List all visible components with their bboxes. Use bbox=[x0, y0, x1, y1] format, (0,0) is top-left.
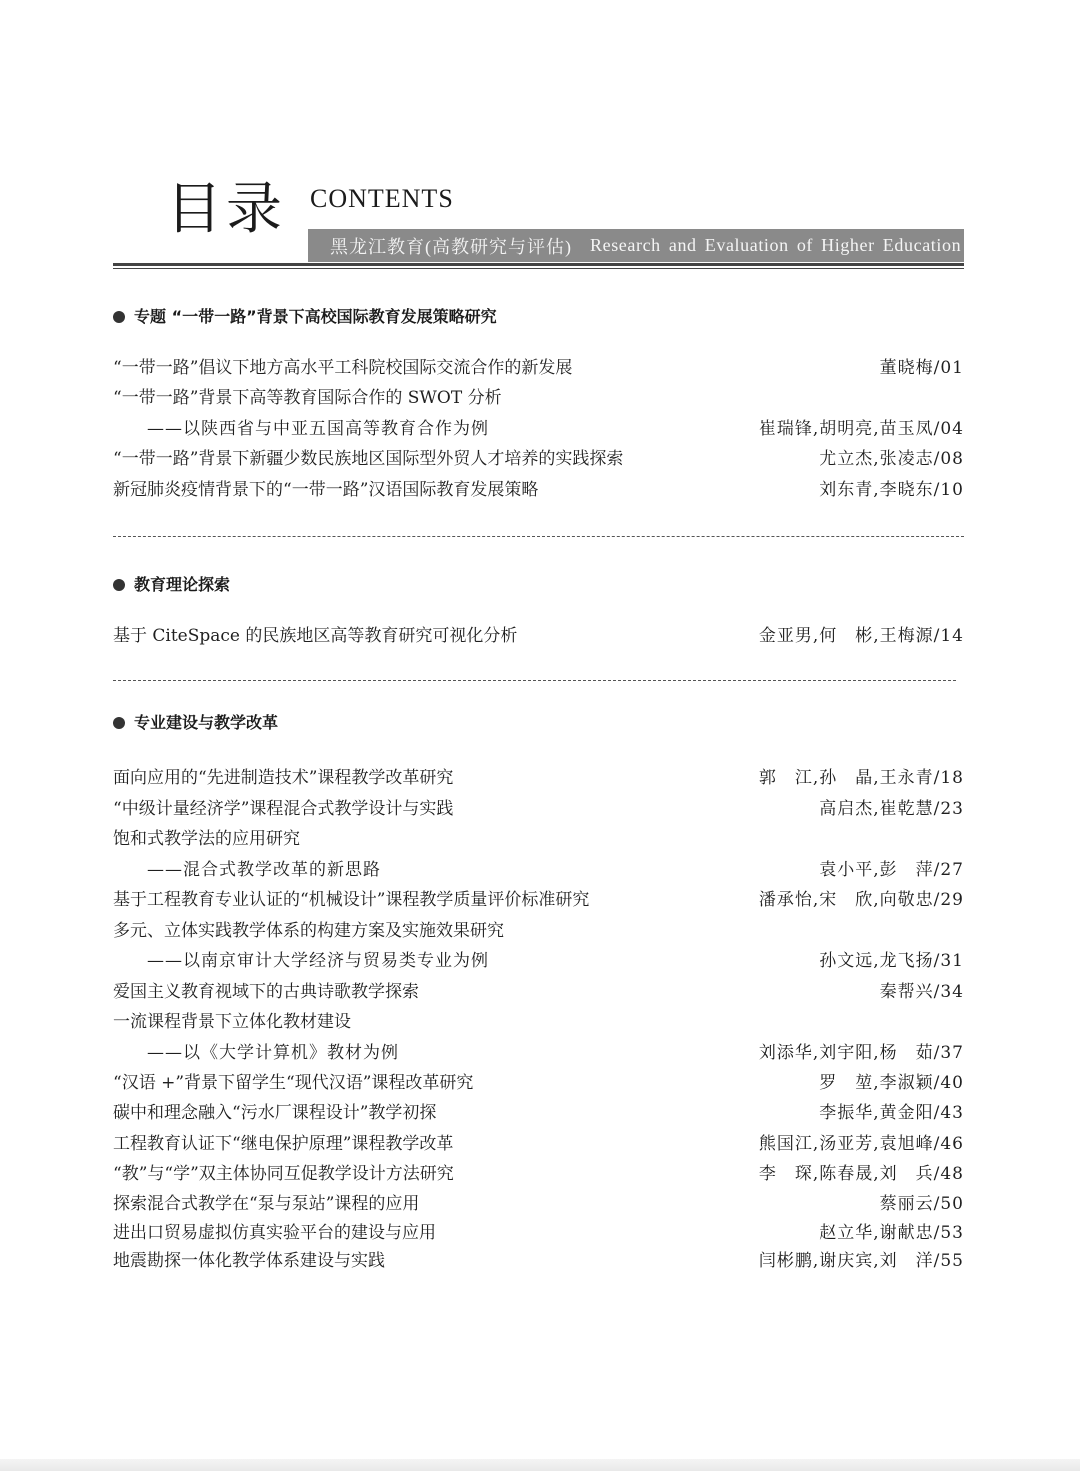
article-title: 进出口贸易虚拟仿真实验平台的建设与应用 bbox=[113, 1223, 436, 1243]
toc-entry[interactable] bbox=[113, 1070, 964, 1096]
article-author-page: 金亚男,何 彬,王梅源/14 bbox=[758, 626, 964, 646]
journal-name-en: Research and Evaluation of Higher Education bbox=[590, 235, 962, 255]
toc-entry[interactable] bbox=[113, 765, 964, 791]
article-title: 碳中和理念融入“污水厂课程设计”教学初探 bbox=[113, 1103, 437, 1123]
article-author-page: 崔瑞锋,胡明亮,苗玉凤/04 bbox=[758, 419, 964, 439]
article-title: 爱国主义教育视域下的古典诗歌教学探索 bbox=[113, 982, 419, 1002]
page-bottom-edge bbox=[0, 1459, 1080, 1471]
section-heading-text: 教育理论探索 bbox=[134, 575, 231, 594]
section-heading-text: 专业建设与教学改革 bbox=[134, 713, 279, 732]
toc-entry-subtitle[interactable] bbox=[113, 416, 964, 442]
article-author-page: 袁小平,彭 萍/27 bbox=[819, 860, 964, 880]
article-subtitle: ——以陕西省与中亚五国高等教育合作为例 bbox=[147, 419, 489, 439]
section-heading bbox=[113, 575, 230, 595]
article-author-page: 赵立华,谢献忠/53 bbox=[819, 1223, 964, 1243]
toc-entry-subtitle[interactable] bbox=[113, 1040, 964, 1066]
article-author-page: 蔡丽云/50 bbox=[879, 1194, 964, 1214]
article-title: “中级计量经济学”课程混合式教学设计与实践 bbox=[113, 799, 454, 819]
article-title: “汉语 +”背景下留学生“现代汉语”课程改革研究 bbox=[113, 1073, 474, 1093]
bullet-icon bbox=[113, 579, 125, 591]
article-title: “一带一路”背景下新疆少数民族地区国际型外贸人才培养的实践探索 bbox=[113, 449, 624, 469]
article-title: “一带一路”倡议下地方高水平工科院校国际交流合作的新发展 bbox=[113, 358, 573, 378]
section-heading-text: 专题 “一带一路”背景下高校国际教育发展策略研究 bbox=[134, 307, 497, 326]
journal-name-cn: 黑龙江教育(高教研究与评估) bbox=[330, 236, 572, 257]
article-title: 工程教育认证下“继电保护原理”课程教学改革 bbox=[113, 1134, 454, 1154]
toc-entry[interactable] bbox=[113, 1248, 964, 1274]
toc-entry-subtitle[interactable] bbox=[113, 857, 964, 883]
article-author-page: 李振华,黄金阳/43 bbox=[819, 1103, 964, 1123]
journal-name-band bbox=[308, 229, 964, 262]
article-title: 新冠肺炎疫情背景下的“一带一路”汉语国际教育发展策略 bbox=[113, 480, 539, 500]
article-title: 多元、立体实践教学体系的构建方案及实施效果研究 bbox=[113, 921, 504, 941]
article-author-page: 熊国江,汤亚芳,袁旭峰/46 bbox=[758, 1134, 964, 1154]
toc-entry[interactable] bbox=[113, 1220, 964, 1246]
article-author-page: 罗 堃,李淑颖/40 bbox=[819, 1073, 964, 1093]
section-divider bbox=[113, 536, 964, 537]
toc-entry[interactable] bbox=[113, 1100, 964, 1126]
toc-entry[interactable] bbox=[113, 446, 964, 472]
toc-entry[interactable] bbox=[113, 1009, 964, 1035]
toc-entry[interactable] bbox=[113, 623, 964, 649]
toc-entry[interactable] bbox=[113, 796, 964, 822]
article-subtitle: ——以南京审计大学经济与贸易类专业为例 bbox=[147, 951, 489, 971]
toc-entry[interactable] bbox=[113, 1131, 964, 1157]
section-divider bbox=[113, 680, 956, 681]
section-heading bbox=[113, 307, 497, 327]
article-author-page: 李 琛,陈春晟,刘 兵/48 bbox=[758, 1164, 964, 1184]
header-rule bbox=[113, 263, 964, 266]
article-title: 探索混合式教学在“泵与泵站”课程的应用 bbox=[113, 1194, 420, 1214]
article-author-page: 秦帮兴/34 bbox=[879, 982, 964, 1002]
toc-entry[interactable] bbox=[113, 385, 964, 411]
bullet-icon bbox=[113, 717, 125, 729]
article-author-page: 孙文远,龙飞扬/31 bbox=[819, 951, 964, 971]
toc-entry[interactable] bbox=[113, 887, 964, 913]
article-author-page: 刘添华,刘宇阳,杨 茹/37 bbox=[758, 1043, 964, 1063]
article-author-page: 潘承怡,宋 欣,向敬忠/29 bbox=[758, 890, 964, 910]
article-subtitle: ——混合式教学改革的新思路 bbox=[147, 860, 381, 880]
article-title: “教”与“学”双主体协同互促教学设计方法研究 bbox=[113, 1164, 454, 1184]
article-title: 一流课程背景下立体化教材建设 bbox=[113, 1012, 351, 1032]
header-rule-thin bbox=[113, 268, 964, 269]
article-subtitle: ——以《大学计算机》教材为例 bbox=[147, 1043, 399, 1063]
toc-entry[interactable] bbox=[113, 1191, 964, 1217]
article-title: 饱和式教学法的应用研究 bbox=[113, 829, 300, 849]
toc-entry-subtitle[interactable] bbox=[113, 948, 964, 974]
article-title: “一带一路”背景下高等教育国际合作的 SWOT 分析 bbox=[113, 388, 502, 408]
article-author-page: 郭 江,孙 晶,王永青/18 bbox=[758, 768, 964, 788]
toc-entry[interactable] bbox=[113, 979, 964, 1005]
article-title: 面向应用的“先进制造技术”课程教学改革研究 bbox=[113, 768, 454, 788]
contents-title-en: CONTENTS bbox=[310, 184, 454, 213]
article-title: 地震勘探一体化教学体系建设与实践 bbox=[113, 1251, 385, 1271]
article-title: 基于 CiteSpace 的民族地区高等教育研究可视化分析 bbox=[113, 626, 518, 646]
toc-entry[interactable] bbox=[113, 355, 964, 381]
bullet-icon bbox=[113, 311, 125, 323]
toc-entry[interactable] bbox=[113, 477, 964, 503]
section-heading bbox=[113, 713, 278, 733]
toc-entry[interactable] bbox=[113, 1161, 964, 1187]
article-author-page: 尤立杰,张凌志/08 bbox=[819, 449, 964, 469]
article-author-page: 闫彬鹏,谢庆宾,刘 洋/55 bbox=[758, 1251, 964, 1271]
toc-entry[interactable] bbox=[113, 918, 964, 944]
article-author-page: 刘东青,李晓东/10 bbox=[819, 480, 964, 500]
contents-title-cn: 目录 bbox=[166, 177, 286, 242]
article-author-page: 董晓梅/01 bbox=[879, 358, 964, 378]
article-author-page: 高启杰,崔乾慧/23 bbox=[819, 799, 964, 819]
toc-entry[interactable] bbox=[113, 826, 964, 852]
article-title: 基于工程教育专业认证的“机械设计”课程教学质量评价标准研究 bbox=[113, 890, 590, 910]
